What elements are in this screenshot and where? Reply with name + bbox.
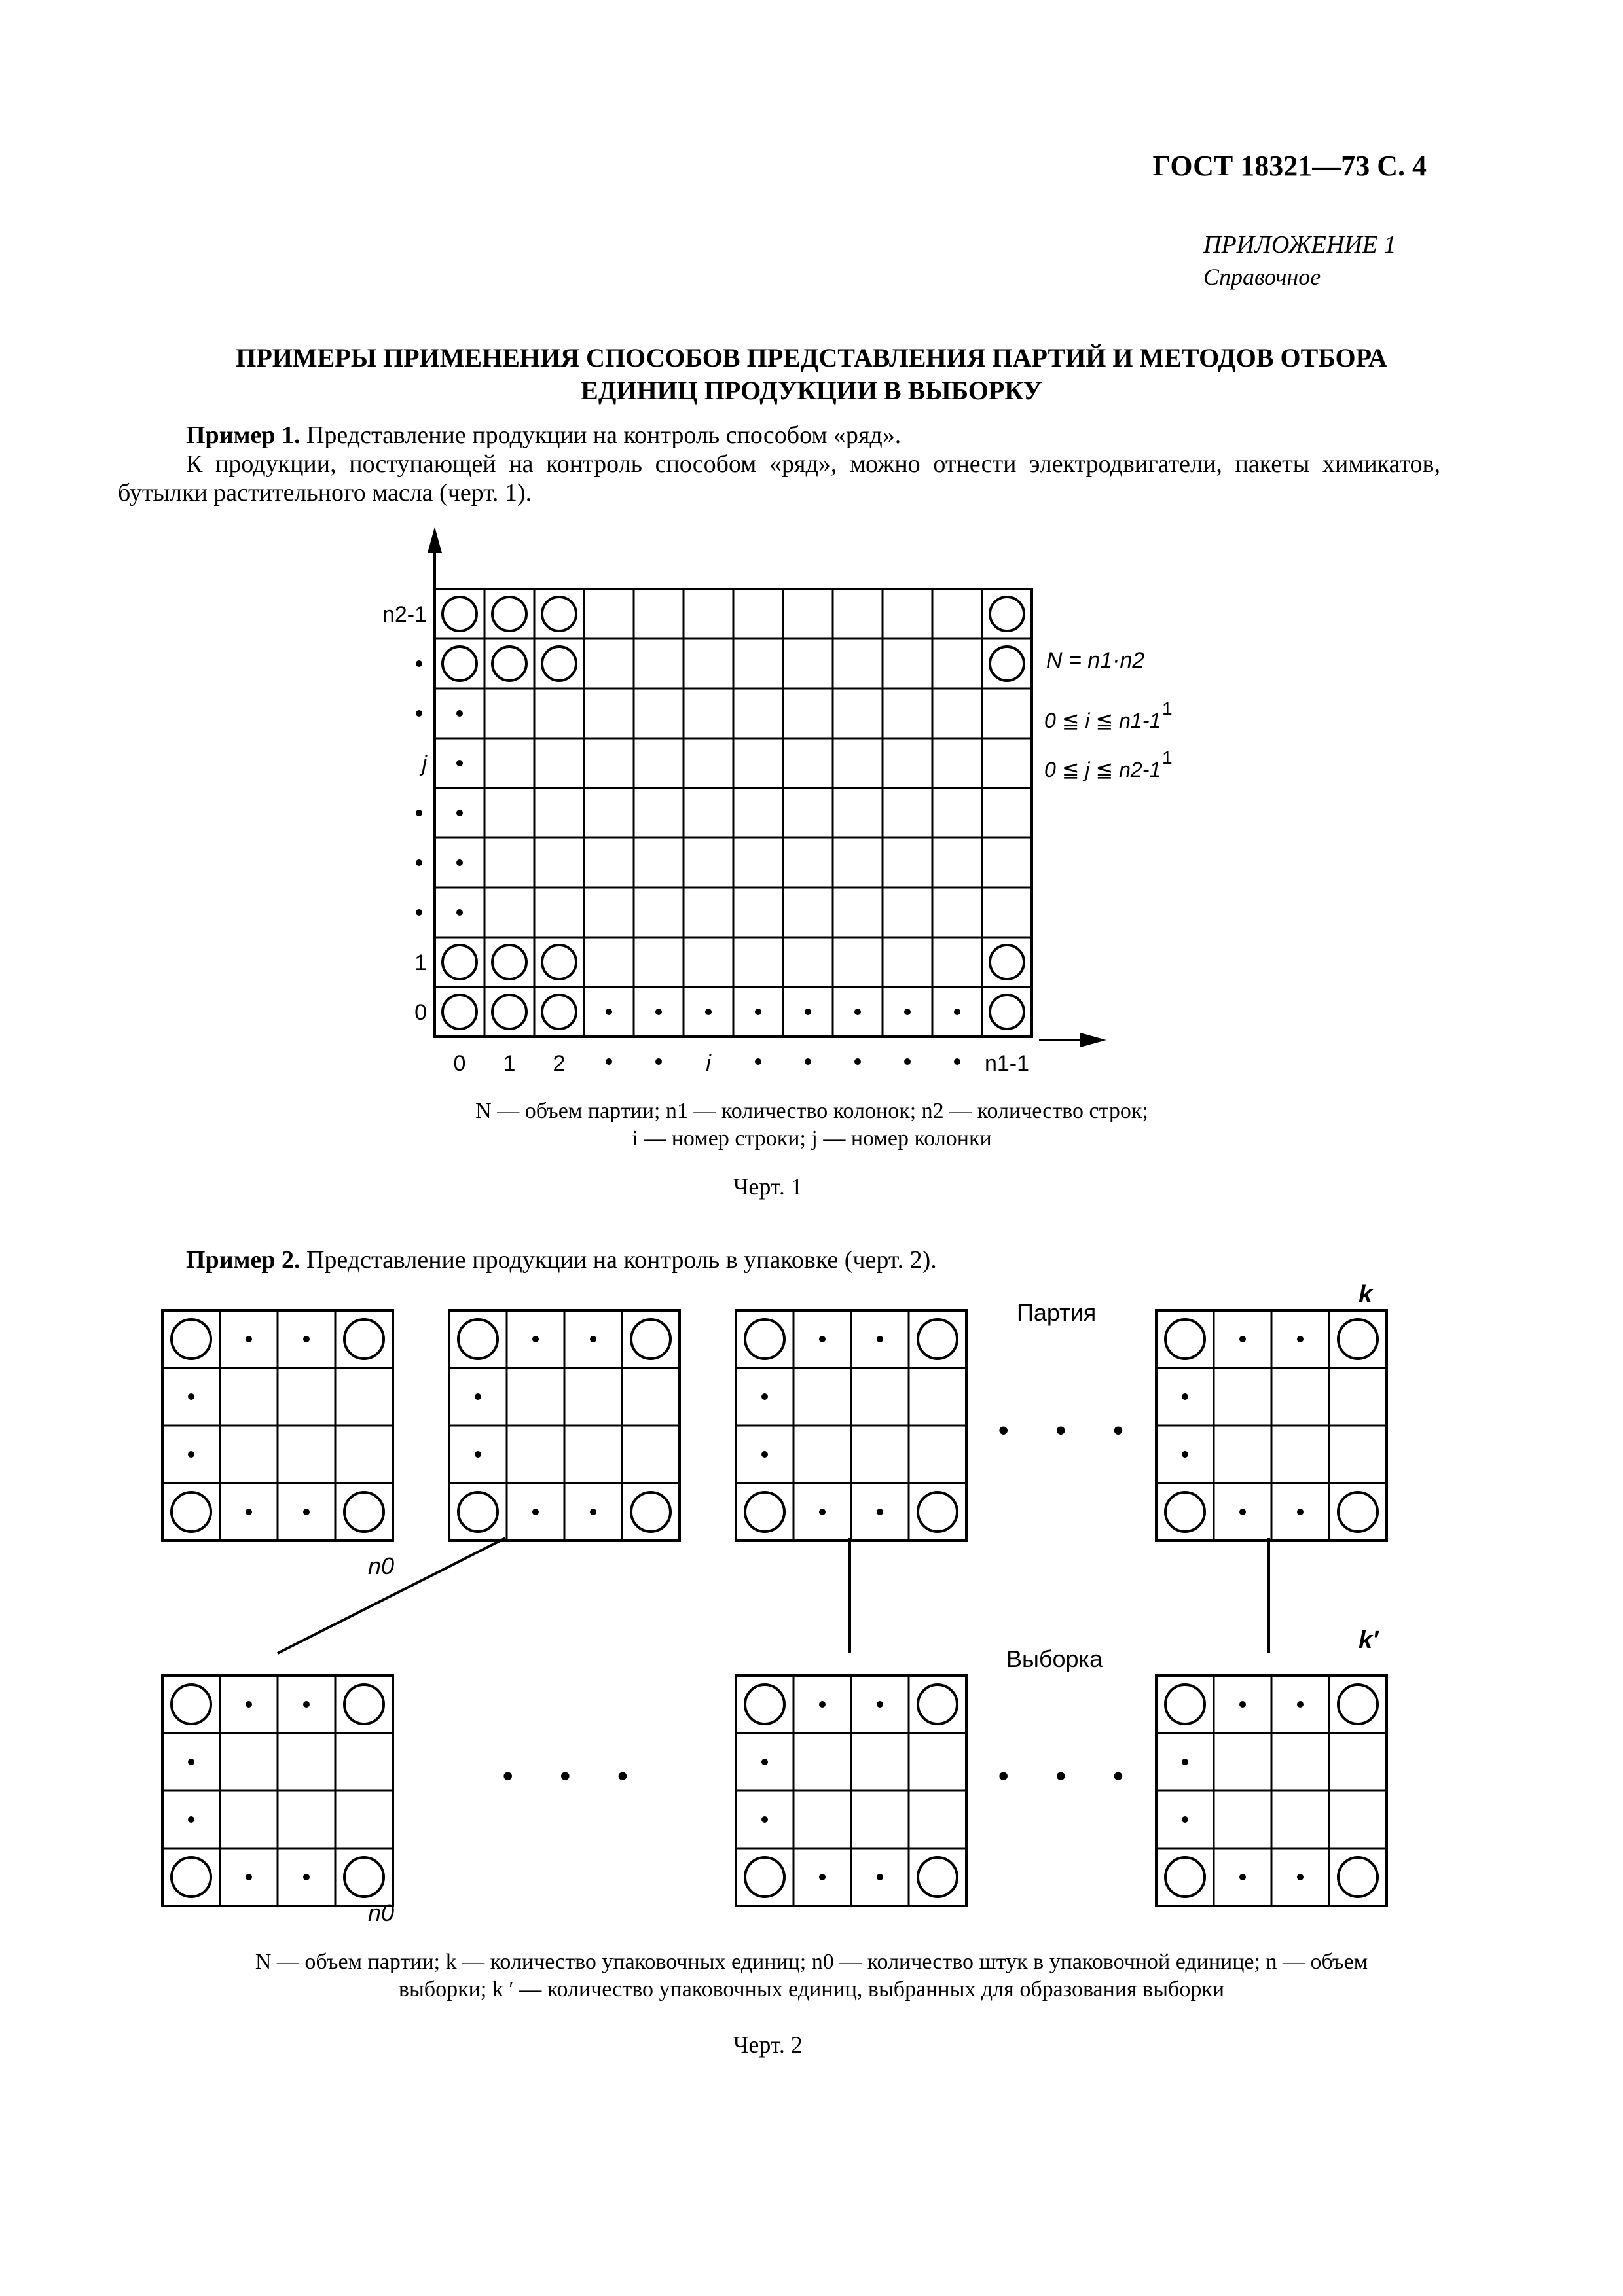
unit-dot [188,1816,194,1823]
unit-dot [246,1874,252,1880]
unit-dot [1239,1874,1246,1880]
unit-dot [877,1701,883,1708]
ellipsis-party: • • • [998,1414,1143,1446]
unit-circle [1165,1319,1205,1359]
formula-j: 0 ≦ j ≦ n2-1 [1044,758,1161,781]
sample-unit [1156,1676,1387,1906]
unit-dot [1239,1509,1246,1515]
unit-dot [761,1816,768,1823]
formula-i: 0 ≦ i ≦ n1-1 [1044,709,1161,732]
unit-dot [819,1509,826,1515]
unit-circle [1165,1857,1205,1897]
ellipsis-sample-left: • • • [503,1760,647,1792]
y-label: n2-1 [382,602,427,627]
unit-circle [344,1492,384,1532]
unit-circle [631,1492,670,1532]
unit-dot [1239,1701,1246,1708]
example1-label: Пример 1. [186,422,301,449]
unit-circle [1338,1319,1377,1359]
sample-unit [736,1676,966,1906]
unit-circle [745,1857,784,1897]
appendix-type: Справочное [1203,264,1321,290]
unit-dot [1297,1509,1304,1515]
example2-heading: Представление продукции на контроль в упаковке (черт. 2). [306,1246,937,1274]
unit-dot [475,1451,481,1458]
x-label: n1-1 [984,1051,1030,1076]
unit-dot [246,1336,252,1342]
unit-dot [303,1701,310,1708]
unit-dot [877,1509,883,1515]
title-line-1: ПРИМЕРЫ ПРИМЕНЕНИЯ СПОСОБОВ ПРЕДСТАВЛЕНИЯ ПАРТИЙ И МЕТОДОВ ОТБОРА [236,343,1387,372]
unit-circle [1165,1685,1205,1724]
unit-circle [172,1685,211,1724]
unit-dot [188,1759,194,1765]
unit-dot [303,1509,310,1515]
appendix-label: ПРИЛОЖЕНИЕ 1 [1203,231,1396,259]
unit-dot [246,1509,252,1515]
unit-dot [532,1509,539,1515]
title-line-2: ЕДИНИЦ ПРОДУКЦИИ В ВЫБОРКУ [581,376,1042,405]
unit-dot [590,1509,596,1515]
unit-circle [1338,1685,1377,1724]
unit-dot [1297,1874,1304,1880]
formula-N: N = n1·n2 [1046,648,1145,673]
unit-circle [918,1319,957,1359]
unit-dot [590,1336,596,1342]
unit-dot [1297,1701,1304,1708]
unit-circle [458,1319,498,1359]
unit-dot [475,1393,481,1400]
label-n0-sample: n0 [368,1899,395,1926]
figure1-caption-line-2: i — номер строки; j — номер колонки [632,1126,992,1151]
unit-circle [1338,1492,1377,1532]
y-label: 0 [414,1000,427,1025]
unit-circle [1338,1857,1377,1897]
unit-dot [877,1874,883,1880]
unit-circle [458,1492,498,1532]
package-unit [162,1310,393,1541]
unit-circle [918,1857,957,1897]
formula-i-superscript: 1 [1162,698,1173,719]
unit-circle [918,1492,957,1532]
figure2-caption-line-2: выборки; k ′ — количество упаковочных единиц, выбранных для образования выборки [398,1977,1225,2001]
unit-dot [188,1393,194,1400]
y-label: 1 [414,950,427,975]
x-label: i [706,1051,711,1076]
unit-dot [819,1874,826,1880]
x-label: 2 [553,1051,566,1076]
unit-dot [532,1336,539,1342]
unit-dot [303,1336,310,1342]
figure2-number: Черт. 2 [733,2032,803,2058]
unit-dot [1182,1393,1188,1400]
x-label: 0 [453,1051,466,1076]
example1-text: К продукции, поступающей на контроль способом «ряд», можно отнести электродвигатели, пакеты химикатов, бутылки растительного масла (черт. 1). [118,450,1440,507]
unit-circle [344,1319,384,1359]
document-code: ГОСТ 18321—73 С. 4 [1152,150,1427,182]
package-unit [1156,1310,1387,1541]
figure1-number: Черт. 1 [733,1174,803,1200]
unit-dot [188,1451,194,1458]
unit-circle [918,1685,957,1724]
figure2-boxes [162,1310,1387,1906]
label-k-prime: k′ [1359,1626,1379,1654]
ellipsis-sample-right: • • • [998,1760,1143,1792]
y-label: j [422,751,427,776]
figure1-caption-line-1: N — объем партии; n1 — количество колонок; n2 — количество строк; [475,1099,1148,1123]
unit-circle [344,1857,384,1897]
example2-label: Пример 2. [186,1246,301,1274]
unit-dot [877,1336,883,1342]
x-label: 1 [503,1051,516,1076]
package-unit [449,1310,680,1541]
unit-dot [246,1701,252,1708]
package-unit [736,1310,966,1541]
unit-dot [761,1393,768,1400]
unit-circle [745,1685,784,1724]
unit-circle [631,1319,670,1359]
label-n0-party: n0 [368,1552,395,1579]
unit-dot [1297,1336,1304,1342]
figure2-caption [118,1948,1505,2003]
unit-dot [761,1451,768,1458]
unit-dot [1182,1451,1188,1458]
label-party: Партия [1017,1299,1097,1326]
unit-circle [745,1492,784,1532]
unit-dot [303,1874,310,1880]
formula-j-superscript: 1 [1162,747,1173,768]
unit-dot [1182,1759,1188,1765]
unit-circle [172,1319,211,1359]
unit-circle [172,1492,211,1532]
unit-circle [1165,1492,1205,1532]
unit-dot [1239,1336,1246,1342]
unit-dot [761,1759,768,1765]
label-k: k [1359,1281,1373,1308]
unit-dot [819,1336,826,1342]
unit-dot [1182,1816,1188,1823]
unit-dot [819,1701,826,1708]
unit-circle [344,1685,384,1724]
label-sample: Выборка [1006,1645,1103,1672]
figure2-caption-line-1: N — объем партии; k — количество упаковочных единиц; n0 — количество штук в упаковочной единице; n — объем [255,1950,1368,1974]
unit-circle [172,1857,211,1897]
unit-circle [745,1319,784,1359]
sample-unit [162,1676,393,1906]
example1-heading: Представление продукции на контроль способом «ряд». [306,422,902,449]
